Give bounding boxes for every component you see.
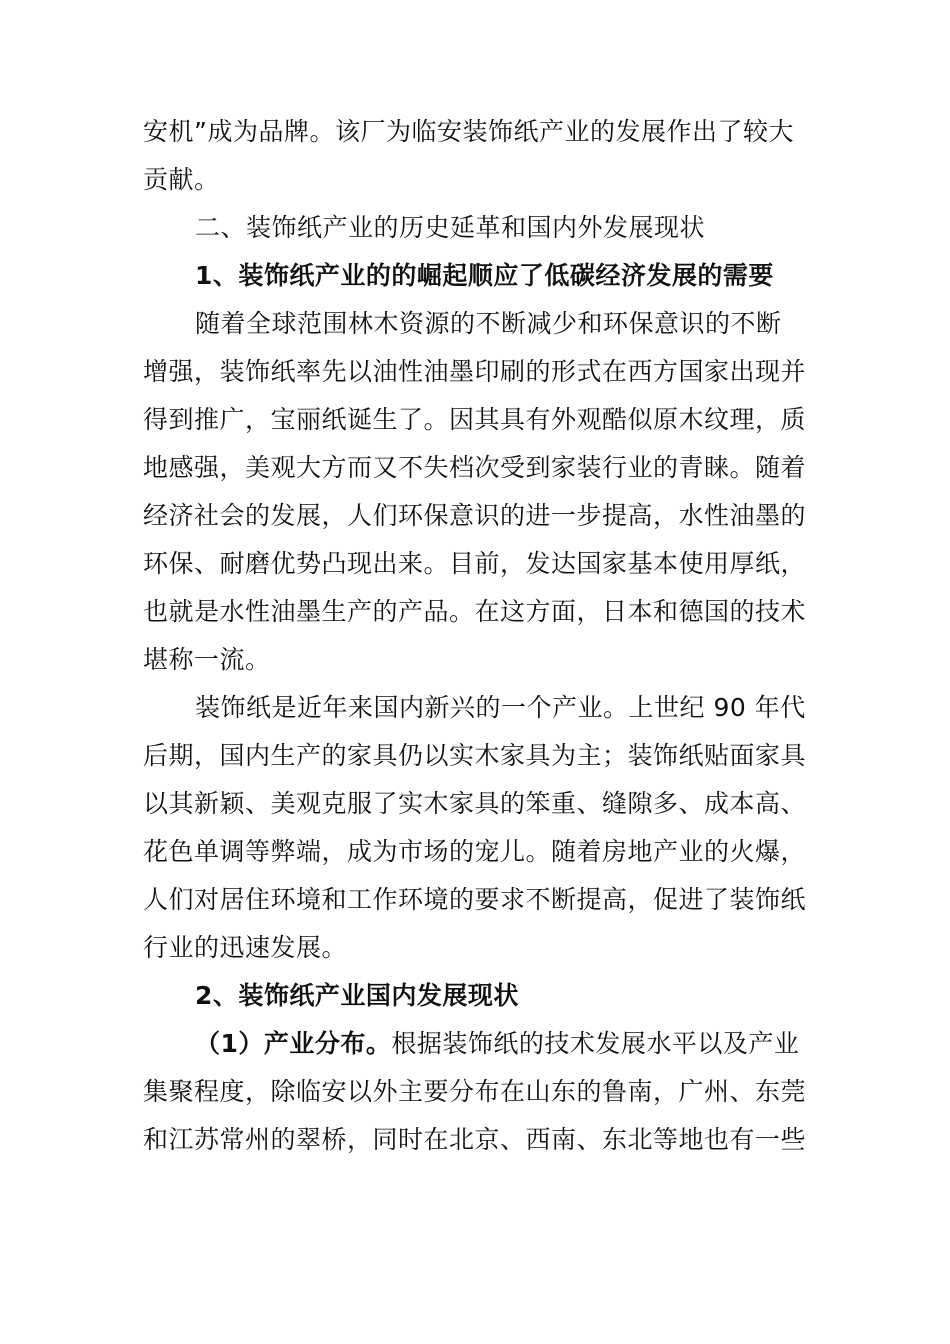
section-heading: 二、装饰纸产业的历史延革和国内外发展现状 bbox=[195, 213, 706, 242]
text-line: 以其新颖、美观克服了实木家具的笨重、缝隙多、成本高、 bbox=[143, 789, 807, 818]
subsection-heading: 1、装饰纸产业的的崛起顺应了低碳经济发展的需要 bbox=[195, 261, 774, 290]
text-line: 花色单调等弊端，成为市场的宠儿。随着房地产业的火爆， bbox=[143, 837, 807, 866]
text-line: 和江苏常州的翠桥，同时在北京、西南、东北等地也有一些 bbox=[143, 1125, 807, 1154]
text-line: 随着全球范围林木资源的不断减少和环保意识的不断 bbox=[195, 309, 782, 338]
text-line: 贡献。 bbox=[143, 165, 220, 194]
text-line: 环保、耐磨优势凸现出来。目前，发达国家基本使用厚纸， bbox=[143, 549, 807, 578]
text-line: 行业的迅速发展。 bbox=[143, 933, 348, 962]
inline-heading: （1）产业分布。 bbox=[195, 1029, 392, 1058]
text-line: 装饰纸是近年来国内新兴的一个产业。上世纪 90 年代 bbox=[195, 693, 806, 722]
text-line: 也就是水性油墨生产的产品。在这方面，日本和德国的技术 bbox=[143, 597, 807, 626]
text-line: 经济社会的发展，人们环保意识的进一步提高，水性油墨的 bbox=[143, 501, 807, 530]
subsection-heading: 2、装饰纸产业国内发展现状 bbox=[195, 981, 519, 1010]
text-line: 堪称一流。 bbox=[143, 645, 271, 674]
text-line-mixed bbox=[143, 1020, 815, 1068]
text-line: 后期，国内生产的家具仍以实木家具为主；装饰纸贴面家具 bbox=[143, 741, 807, 770]
text-line: 增强，装饰纸率先以油性油墨印刷的形式在西方国家出现并 bbox=[143, 357, 807, 386]
text-line: 安机”成为品牌。该厂为临安装饰纸产业的发展作出了较大 bbox=[143, 117, 794, 146]
text-line: 地感强，美观大方而又不失档次受到家装行业的青睐。随着 bbox=[143, 453, 807, 482]
document-page bbox=[143, 108, 815, 1164]
text-line: 人们对居住环境和工作环境的要求不断提高，促进了装饰纸 bbox=[143, 885, 807, 914]
text-line: 得到推广，宝丽纸诞生了。因其具有外观酷似原木纹理，质 bbox=[143, 405, 807, 434]
inline-text: 根据装饰纸的技术发展水平以及产业 bbox=[391, 1029, 800, 1058]
text-line: 集聚程度，除临安以外主要分布在山东的鲁南，广州、东莞 bbox=[143, 1077, 807, 1106]
